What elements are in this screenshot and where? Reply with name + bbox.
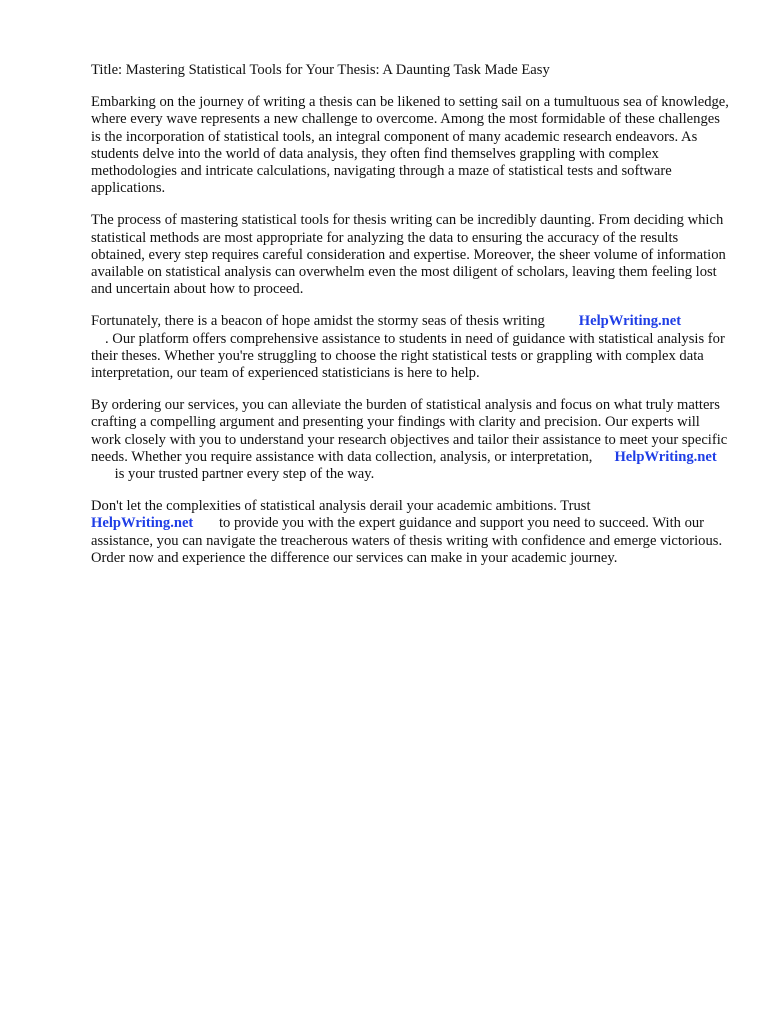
helpwriting-link-1[interactable]: HelpWriting.net — [578, 313, 682, 330]
paragraph-ordering-text: By ordering our services, you can alleviate the burden of statistical analysis and focus on what truly matters — [91, 397, 720, 414]
document-title: Title: Mastering Statistical Tools for Your Thesis: A Daunting Task Made Easy — [91, 62, 550, 78]
paragraph-ordering-text-continued: crafting a compelling argument and presenting your findings with clarity and precision. Our experts will work closely with you to understand your research objectives and tailor their assistance to meet your specific needs. Whether you require assistance with data collection, analysis, or interpretation, — [91, 414, 728, 465]
paragraph-process: The process of mastering statistical tools for thesis writing can be incredibly daunting. From deciding which statistical methods are most appropriate for analyzing the data to ensuring the accuracy of the results obtained, every step requires careful consideration and expertise. Moreover, the sheer volume of information available on statistical analysis can overwhelm even the most diligent of scholars, leaving them feeling lost and uncertain about how to proceed. — [91, 212, 726, 298]
paragraph-ordering — [91, 397, 731, 483]
paragraph-ordering-text-end: is your trusted partner every step of the way. — [114, 466, 375, 483]
paragraph-fortunately-text-continued: . Our platform offers comprehensive assistance to students in need of guidance with statistical analysis for their theses. Whether you're struggling to choose the right statistical tests or grappling with complex data interpretation, our team of experienced statisticians is here to help. — [91, 330, 725, 382]
helpwriting-link-2[interactable]: HelpWriting.net — [614, 448, 717, 465]
document-body — [91, 62, 731, 582]
paragraph-fortunately-text: Fortunately, there is a beacon of hope amidst the stormy seas of thesis writing — [91, 313, 545, 330]
paragraph-fortunately — [91, 313, 731, 382]
paragraph-closing — [91, 498, 731, 567]
paragraph-closing-text-continued: to provide you with the expert guidance and support you need to succeed. With our assistance, you can navigate the treacherous waters of thesis writing with confidence and emerge victorious. Order now and experience the difference our services can make in your academic journey. — [91, 515, 723, 566]
paragraph-intro: Embarking on the journey of writing a thesis can be likened to setting sail on a tumultuous sea of knowledge, where every wave represents a new challenge to overcome. Among the most formidable of these challenges is the incorporation of statistical tools, an integral component of many academic research endeavors. As students delve into the world of data analysis, they often find themselves grappling with complex methodologies and intricate calculations, navigating through a maze of statistical tests and software applications. — [91, 94, 729, 197]
paragraph-closing-text: Don't let the complexities of statistical analysis derail your academic ambitions. Trust — [91, 498, 591, 515]
helpwriting-link-3[interactable]: HelpWriting.net — [91, 515, 194, 532]
